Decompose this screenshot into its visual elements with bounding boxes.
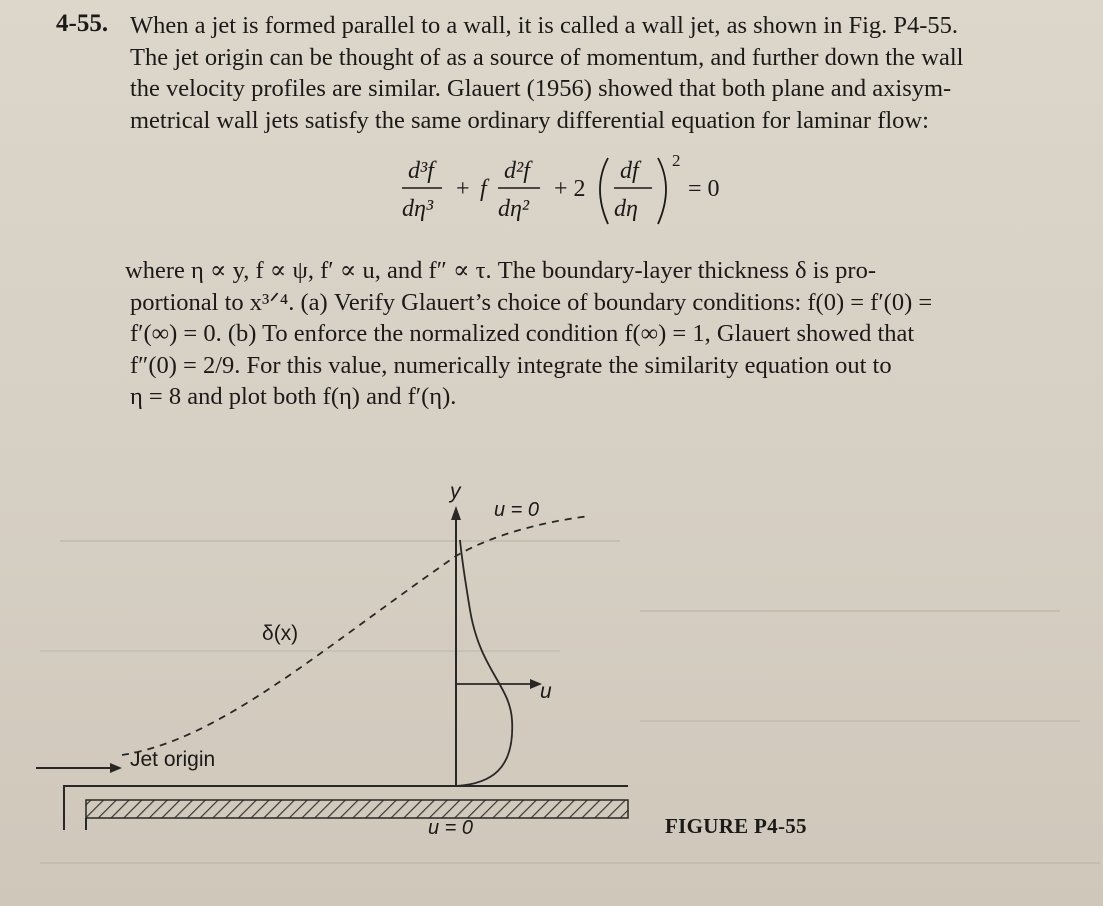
paragraph-1-line	[130, 10, 1080, 42]
boundary-layer-edge-dashed	[122, 516, 590, 755]
u-velocity-label: u	[540, 680, 552, 703]
wall-hatching	[86, 800, 628, 818]
paragraph-1-line	[130, 73, 1080, 105]
f-symbol: f	[480, 176, 487, 202]
paragraph-2-line	[130, 318, 1080, 350]
figure-caption: FIGURE P4-55	[665, 814, 807, 838]
plus-two: + 2	[554, 176, 586, 202]
u-zero-bottom-label: u = 0	[428, 817, 474, 839]
arrowhead-icon	[110, 763, 122, 773]
line-text: η = 8 and plot both f(η) and f′(η).	[130, 383, 457, 410]
paragraph-1-line	[130, 105, 1080, 137]
paragraph-2-line	[130, 350, 1080, 382]
plus-sign: +	[456, 176, 470, 202]
y-axis-label: y	[450, 480, 461, 503]
paragraph-2-line	[130, 381, 1080, 413]
line-text: The jet origin can be thought of as a source of momentum, and further down the wall	[130, 43, 964, 71]
term1-denominator: dη³	[402, 196, 434, 222]
similarity-equation	[400, 150, 760, 230]
problem-number: 4-55.	[56, 10, 109, 37]
problem-paragraph-2	[125, 255, 1080, 413]
y-axis-arrowhead-icon	[451, 506, 461, 520]
line-text: f′(∞) = 0. (b) To enforce the normalized condition f(∞) = 1, Glauert showed that	[130, 320, 915, 347]
line-text: f″(0) = 2/9. For this value, numerically integrate the similarity equation out to	[130, 351, 892, 379]
paragraph-2-line	[130, 287, 1080, 319]
problem-paragraph-1	[130, 10, 1080, 136]
right-paren	[658, 158, 666, 224]
line-text: portional to x³ᐟ⁴. (a) Verify Glauert’s choice of boundary conditions: f(0) = f′(0) =	[130, 288, 933, 316]
velocity-profile-curve	[456, 540, 512, 786]
paragraph-2-line	[125, 255, 1080, 287]
delta-label: δ(x)	[262, 622, 299, 645]
square-exponent: 2	[672, 151, 681, 170]
paragraph-1-line	[130, 42, 1080, 74]
term1-numerator: d³f	[408, 158, 434, 184]
u-zero-top-label: u = 0	[494, 499, 540, 521]
wall-jet-figure	[0, 470, 1103, 850]
term2-denominator: dη²	[498, 196, 530, 222]
line-text: metrical wall jets satisfy the same ordinary differential equation for laminar flow:	[130, 106, 929, 134]
equals-zero: = 0	[688, 176, 720, 202]
term3-denominator: dη	[614, 196, 638, 222]
jet-origin-label: Jet origin	[130, 748, 216, 771]
line-text: When a jet is formed parallel to a wall, it is called a wall jet, as shown in Fig. P4-55.	[130, 12, 959, 39]
line-text: the velocity profiles are similar. Glauert (1956) showed that both plane and axisym-	[130, 75, 952, 102]
term2-numerator: d²f	[504, 158, 530, 184]
left-paren	[600, 158, 608, 224]
term3-numerator: df	[620, 158, 639, 184]
line-text: where η ∝ y, f ∝ ψ, f′ ∝ u, and f″ ∝ τ. The boundary-layer thickness δ is pro-	[125, 257, 876, 284]
